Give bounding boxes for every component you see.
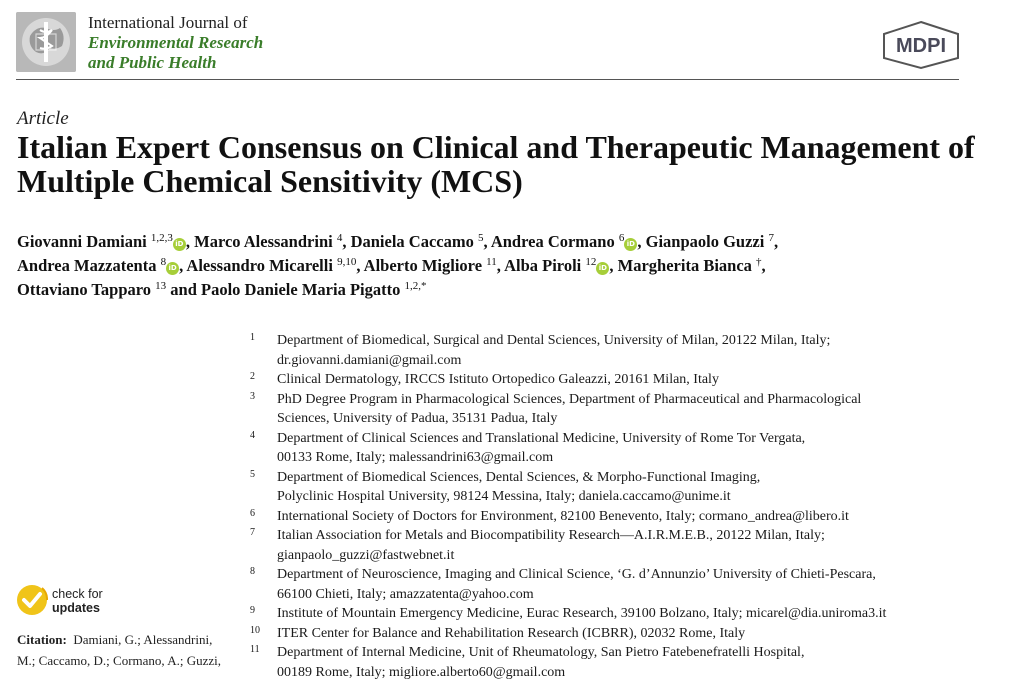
author-separator: ,: [342, 232, 350, 251]
author-name[interactable]: Paolo Daniele Maria Pigatto $^{1,2,*}$: [201, 280, 426, 299]
author-name[interactable]: Andrea Cormano $^6$: [491, 232, 625, 251]
affiliation-item: [250, 468, 970, 507]
affiliation-number: 9: [250, 601, 255, 621]
orcid-icon[interactable]: iD: [173, 238, 186, 251]
affiliation-text: Department of Clinical Sciences and Translational Medicine, University of Rome Tor Vergata,: [277, 429, 970, 449]
check-for-updates-icon: [16, 584, 48, 616]
journal-name: [88, 13, 263, 73]
author-separator: ,: [774, 232, 778, 251]
author-separator: ,: [483, 232, 490, 251]
affiliation-text: ITER Center for Balance and Rehabilitation Research (ICBRR), 02032 Rome, Italy: [277, 624, 970, 644]
author-name[interactable]: Alba Piroli $^{12}$: [504, 256, 596, 275]
author-separator: ,: [497, 256, 504, 275]
author-separator: and: [166, 280, 201, 299]
author-separator: ,: [762, 256, 766, 275]
affiliation-text: PhD Degree Program in Pharmacological Sciences, Department of Pharmaceutical and Pharmacological: [277, 390, 970, 410]
affiliation-text: Polyclinic Hospital University, 98124 Messina, Italy; daniela.caccamo@unime.it: [277, 487, 970, 507]
publisher-name: MDPI: [896, 35, 946, 57]
author-name[interactable]: Gianpaolo Guzzi $^7$: [646, 232, 774, 251]
author-name[interactable]: Andrea Mazzatenta $^8$: [17, 256, 166, 275]
affiliation-number: 6: [250, 504, 255, 524]
affiliation-item: [250, 643, 970, 682]
affiliation-text: dr.giovanni.damiani@gmail.com: [277, 351, 970, 371]
citation-label: Citation:: [17, 632, 67, 647]
author-line: [17, 230, 977, 254]
affiliation-text: Department of Biomedical Sciences, Dental Sciences, & Morpho-Functional Imaging,: [277, 468, 970, 488]
affiliation-text: 00133 Rome, Italy; malessandrini63@gmail.com: [277, 448, 970, 468]
article-title: Italian Expert Consensus on Clinical and Therapeutic Management of Multiple Chemical Sensitivity (MCS): [17, 130, 977, 198]
affiliation-item: [250, 370, 970, 390]
journal-name-line2: Environmental Research: [88, 33, 263, 53]
affiliation-number: 3: [250, 387, 255, 407]
orcid-icon[interactable]: iD: [166, 262, 179, 275]
check-for-updates-badge[interactable]: [16, 584, 48, 621]
author-separator: ,: [179, 256, 186, 275]
affiliation-number: 1: [250, 328, 255, 348]
citation-line: M.; Caccamo, D.; Cormano, A.; Guzzi,: [17, 650, 242, 671]
author-affiliation-sup: 4: [337, 232, 343, 244]
author-affiliation-sup: 6: [619, 232, 625, 244]
journal-name-line3: and Public Health: [88, 53, 263, 73]
affiliation-text: Department of Neuroscience, Imaging and Clinical Science, ‘G. d’Annunzio’ University of Chieti-Pescara,: [277, 565, 970, 585]
author-affiliation-sup: 13: [155, 280, 166, 292]
orcid-icon[interactable]: iD: [596, 262, 609, 275]
citation-line: Damiani, G.; Alessandrini,: [73, 632, 212, 647]
author-affiliation-sup: 1,2,3: [151, 232, 173, 244]
affiliation-number: 8: [250, 562, 255, 582]
affiliation-text: 66100 Chieti, Italy; amazzatenta@yahoo.com: [277, 585, 970, 605]
affiliation-item: [250, 624, 970, 644]
author-name[interactable]: Alberto Migliore $^{11}$: [364, 256, 497, 275]
header-rule: [16, 79, 959, 80]
affiliation-text: Department of Biomedical, Surgical and Dental Sciences, University of Milan, 20122 Milan, Italy;: [277, 331, 970, 351]
affiliation-text: Department of Internal Medicine, Unit of Rheumatology, San Pietro Fatebenefratelli Hospital,: [277, 643, 970, 663]
check-for-updates-line2: updates: [52, 601, 103, 615]
publisher-logo[interactable]: [880, 20, 962, 75]
author-affiliation-sup: 7: [768, 232, 774, 244]
author-name[interactable]: Giovanni Damiani $^{1,2,3}$: [17, 232, 173, 251]
affiliation-item: [250, 507, 970, 527]
affiliation-item: [250, 604, 970, 624]
author-separator: ,: [609, 256, 617, 275]
author-affiliation-sup: 11: [486, 256, 497, 268]
author-affiliation-sup: 1,2,*: [404, 280, 426, 292]
affiliation-item: [250, 565, 970, 604]
author-affiliation-sup: †: [756, 256, 762, 268]
author-affiliation-sup: 12: [585, 256, 596, 268]
author-name[interactable]: Alessandro Micarelli $^{9,10}$: [186, 256, 356, 275]
article-type: Article: [17, 108, 69, 130]
journal-logo: [16, 12, 76, 72]
author-name[interactable]: Daniela Caccamo $^5$: [351, 232, 484, 251]
affiliation-number: 7: [250, 523, 255, 543]
affiliations: [250, 331, 970, 682]
affiliation-text: Clinical Dermatology, IRCCS Istituto Ortopedico Galeazzi, 20161 Milan, Italy: [277, 370, 970, 390]
affiliation-number: 11: [250, 640, 260, 660]
author-affiliation-sup: 8: [161, 256, 167, 268]
affiliation-text: Italian Association for Metals and Biocompatibility Research—A.I.R.M.E.B., 20122 Milan, Italy;: [277, 526, 970, 546]
affiliation-number: 2: [250, 367, 255, 387]
citation-block: [17, 629, 242, 671]
affiliation-item: [250, 526, 970, 565]
affiliation-text: International Society of Doctors for Environment, 82100 Benevento, Italy; cormano_andrea@libero.it: [277, 507, 970, 527]
affiliation-item: [250, 429, 970, 468]
author-line: [17, 254, 977, 278]
affiliation-number: 4: [250, 426, 255, 446]
affiliation-number: 5: [250, 465, 255, 485]
author-affiliation-sup: 5: [478, 232, 484, 244]
affiliation-item: [250, 331, 970, 370]
author-separator: ,: [186, 232, 194, 251]
check-for-updates-text[interactable]: [52, 587, 103, 615]
author-separator: ,: [356, 256, 363, 275]
author-list: [17, 230, 977, 302]
author-name[interactable]: Marco Alessandrini $^4$: [194, 232, 342, 251]
affiliation-number: 10: [250, 621, 260, 641]
author-name[interactable]: Margherita Bianca †: [618, 256, 762, 275]
author-name[interactable]: Ottaviano Tapparo $^{13}$: [17, 280, 166, 299]
author-separator: ,: [637, 232, 645, 251]
check-for-updates-line1: check for: [52, 587, 103, 601]
affiliation-item: [250, 390, 970, 429]
affiliation-text: Sciences, University of Padua, 35131 Padua, Italy: [277, 409, 970, 429]
journal-name-line1: International Journal of: [88, 13, 263, 33]
author-line: [17, 278, 977, 302]
journal-logo-emblem: [16, 12, 76, 72]
affiliation-text: gianpaolo_guzzi@fastwebnet.it: [277, 546, 970, 566]
affiliation-text: Institute of Mountain Emergency Medicine, Eurac Research, 39100 Bolzano, Italy; micarel@dia.uniroma3.it: [277, 604, 970, 624]
author-affiliation-sup: 9,10: [337, 256, 356, 268]
orcid-icon[interactable]: iD: [624, 238, 637, 251]
affiliation-text: 00189 Rome, Italy; migliore.alberto60@gmail.com: [277, 663, 970, 682]
